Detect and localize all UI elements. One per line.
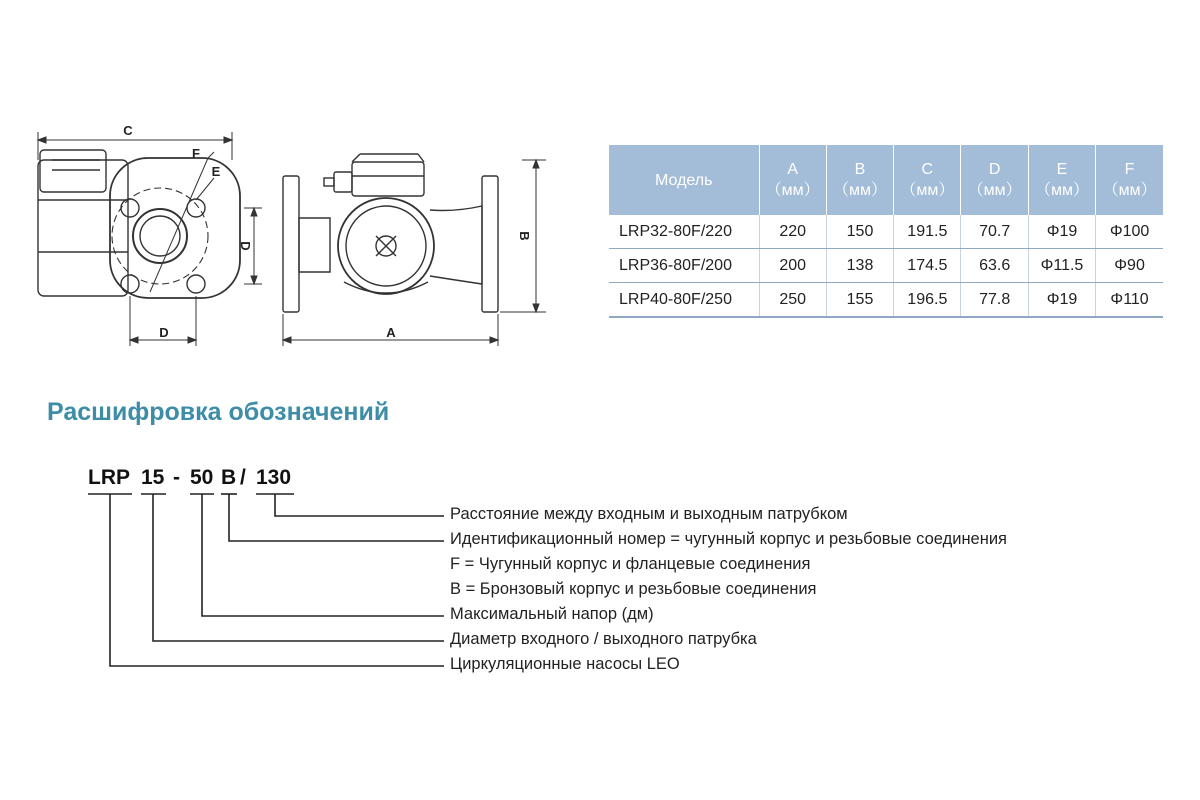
code-material: B [221,466,237,489]
header-c: C （мм） [894,145,961,215]
legend-item-diameter: Диаметр входного / выходного патрубка [450,630,757,648]
code-dash: - [173,466,180,489]
table-cell: 70.7 [961,215,1028,249]
header-b: B （мм） [826,145,893,215]
dim-label-b: B [517,231,532,241]
legend-item-series: Циркуляционные насосы LEO [450,655,680,673]
table-cell: Φ19 [1028,283,1095,318]
header-e: E （мм） [1028,145,1095,215]
table-cell: 174.5 [894,249,961,283]
legend-item-head: Максимальный напор (дм) [450,605,654,623]
table-cell: Φ11.5 [1028,249,1095,283]
table-cell: 155 [826,283,893,318]
table-cell: 191.5 [894,215,961,249]
code-slash: / [240,466,246,489]
dim-label-a: A [386,325,396,340]
dim-label-c: C [123,123,133,138]
dim-label-e: E [211,164,221,179]
table-cell: LRP32-80F/220 [609,215,759,249]
code-length: 130 [256,466,292,489]
table-cell: 63.6 [961,249,1028,283]
table-cell: Φ90 [1096,249,1163,283]
code-diameter: 15 [141,466,165,489]
header-model: Модель [609,145,759,215]
table-cell: 250 [759,283,826,318]
code-series: LRP [88,466,130,489]
section-title: Расшифровка обозначений [47,398,390,426]
legend-item-bronze: B = Бронзовый корпус и резьбовые соединения [450,580,817,598]
header-f: F （мм） [1096,145,1163,215]
legend-item-id: Идентификационный номер = чугунный корпус и резьбовые соединения [450,530,1007,548]
table-cell: Φ110 [1096,283,1163,318]
table-cell: Φ100 [1096,215,1163,249]
table-cell: LRP40-80F/250 [609,283,759,318]
legend-item-flanged: F = Чугунный корпус и фланцевые соединения [450,555,811,573]
header-a: A （мм） [759,145,826,215]
table-cell: 200 [759,249,826,283]
table-cell: 196.5 [894,283,961,318]
table-cell: 220 [759,215,826,249]
legend-item-length: Расстояние между входным и выходным патрубком [450,505,848,523]
table-cell: 77.8 [961,283,1028,318]
dim-label-d-side: D [238,241,253,251]
table-cell: LRP36-80F/200 [609,249,759,283]
table-cell: 150 [826,215,893,249]
code-head: 50 [190,466,214,489]
dim-label-f: F [192,146,200,161]
header-d: D （мм） [961,145,1028,215]
table-cell: Φ19 [1028,215,1095,249]
table-cell: 138 [826,249,893,283]
dim-label-d-bottom: D [159,325,169,340]
